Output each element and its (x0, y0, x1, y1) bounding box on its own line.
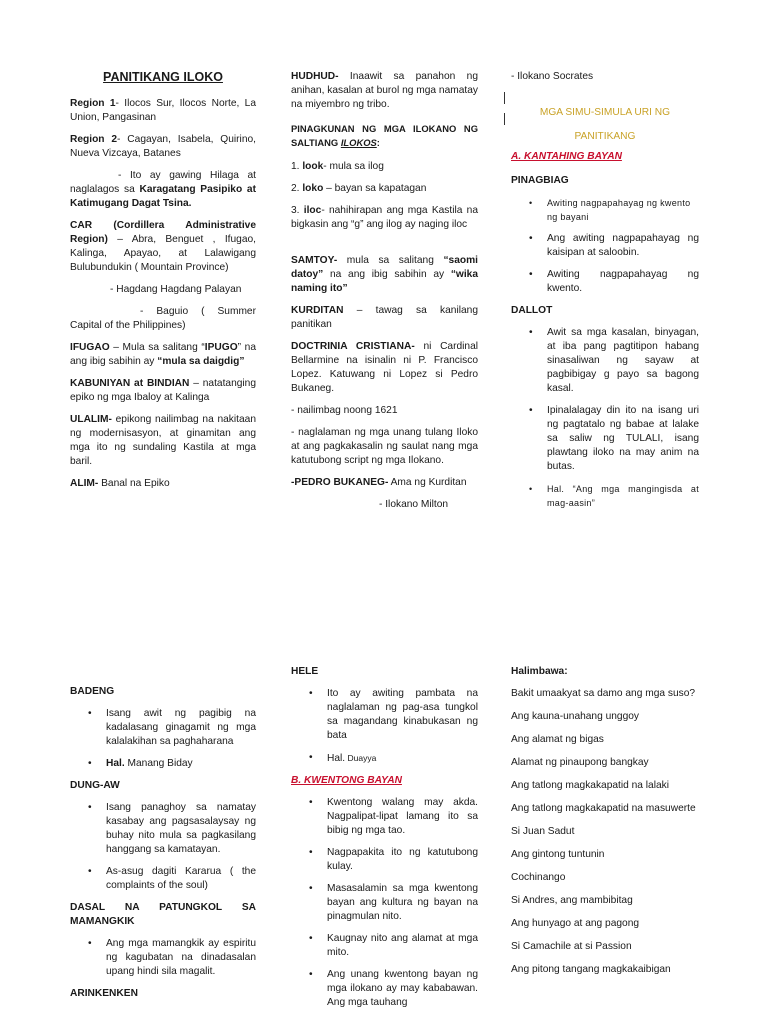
list-item: • Masasalamin sa mga kwentong bayan ang kultura ng bayan na pinagmulan nito. (291, 882, 478, 924)
dungaw-heading: DUNG-AW (70, 780, 120, 791)
list-item: • Hal. Duayya (291, 751, 478, 766)
dallot-list (511, 326, 699, 510)
list-item: Ang tatlong magkakapatid na lalaki (511, 780, 670, 791)
pinagkunan-heading: PINAGKUNAN NG MGA ILOKANO NG SALTIANG ILOKOS: (291, 123, 478, 148)
list-item: • Ipinalalagay din ito na isang uri ng pagtatalo ng babae at lalake sa saliw ng TULALI, isang plawtang iloko na may anim na butas. (511, 404, 699, 474)
list-item: Ang gintong tuntunin (511, 849, 605, 860)
milton-line: - Ilokano Milton (379, 499, 449, 510)
pinagbiag-heading: PINAGBIAG (511, 175, 569, 186)
kurditan-paragraph: KURDITAN – tawag sa kanilang panitikan (291, 305, 478, 330)
ulalim-paragraph: ULALIM- epikong nailimbag na nakitaan ng modernisasyon, at ginamitan ang mga ito ng sundaling Kastila at mga baril. (70, 414, 256, 467)
kwentong-bayan-list (291, 796, 478, 1010)
list-item: • Kwentong walang may akda. Nagpalipat-lipat lamang ito sa bibig ng mga tao. (291, 796, 478, 838)
pedro-line: -PEDRO BUKANEG- Ama ng Kurditan (291, 477, 467, 488)
list-item: • Kaugnay nito ang alamat at mga mito. (291, 932, 478, 960)
badeng-heading: BADENG (70, 686, 115, 697)
arinkenken-heading: ARINKENKEN (70, 988, 138, 999)
halimbawa-heading: Halimbawa: (511, 666, 568, 677)
doctrinia-paragraph: DOCTRINIA CRISTIANA- ni Cardinal Bellarmine na isinalin ni P. Francisco Lopez. Katuwang ni Lopez si Pedro Bukaneg. (291, 341, 479, 394)
list-item: Ang alamat ng bigas (511, 734, 604, 745)
origin-item-3: 3. iloc- nahihirapan ang mga Kastila na bigkasin ang “g” ang ilog ay naging iloc (291, 205, 478, 230)
car-paragraph: CAR (Cordillera Administrative Region) – Abra, Benguet , Ifugao, Kalinga, Apayao, at Lalawigang Bulubundukin ( Mountain Province) (70, 220, 256, 273)
page-title: PANITIKANG ILOKO (103, 70, 223, 84)
list-item: Bakit umaakyat sa damo ang mga suso? (511, 688, 696, 699)
list-item: Si Camachile at si Passion (511, 941, 632, 952)
kabuniyan-paragraph: KABUNIYAN at BINDIAN – natatanging epiko ng mga Ibaloy at Kalinga (70, 378, 256, 403)
simula-heading-1: MGA SIMU-SIMULA URI NG (539, 107, 671, 118)
column-5 (291, 665, 478, 1010)
list-item: • Hal. Manang Biday (70, 757, 256, 771)
hagdang-line: - Hagdang Hagdang Palayan (110, 284, 242, 295)
text-cursor-bar (504, 92, 505, 104)
pinagbiag-list (511, 196, 699, 296)
origin-item-1: 1. look- mula sa ilog (291, 161, 384, 172)
list-item: Si Juan Sadut (511, 826, 575, 837)
samtoy-paragraph: SAMTOY- mula sa salitang “saomi datoy” na ang ibig sabihin ay “wika naming ito” (291, 255, 478, 294)
list-item: • Awiting nagpapahayag ng kwento ng bayani (511, 196, 699, 224)
column-1 (70, 70, 256, 491)
list-item: Ang hunyago at ang pagong (511, 918, 640, 929)
socrates-line: - Ilokano Socrates (511, 71, 594, 82)
dasal-heading: DASAL NA PATUNGKOL SA MAMANGKIK (70, 902, 256, 927)
hele-list (291, 687, 478, 766)
list-item: • Nagpapakita ito ng katutubong kulay. (291, 846, 478, 874)
list-item: • Ito ay awiting pambata na naglalaman ng pag-asa tungkol sa magandang kinabukasan ng bata (291, 687, 478, 743)
origin-item-2: 2. loko – bayan sa kapatagan (291, 183, 427, 194)
list-item: Ang kauna-unahang unggoy (511, 711, 640, 722)
column-3 (511, 70, 699, 510)
list-item: • As-asug dagiti Kararua ( the complaints of the soul) (70, 865, 256, 893)
list-item: • Awiting nagpapahayag ng kwento. (511, 268, 699, 296)
list-item: • Isang panaghoy sa namatay kasabay ang pagsasalaysay ng buhay nito mula sa pagkasilang hanggang sa kamatayan. (70, 801, 256, 857)
list-item: Ang tatlong magkakapatid na masuwerte (511, 803, 696, 814)
baguio-line: - Baguio ( Summer Capital of the Philippines) (70, 306, 256, 331)
badeng-list (70, 707, 256, 771)
list-item: • Hal. “Ang mga mangingisda at mag-aasin” (511, 482, 699, 510)
alim-paragraph: ALIM- Banal na Epiko (70, 478, 170, 489)
dungaw-list (70, 801, 256, 893)
list-item: • Ang mga mamangkik ay espiritu ng kagubatan na dinadasalan upang hindi sila magalit. (70, 937, 256, 979)
dallot-heading: DALLOT (511, 305, 553, 316)
list-item: Alamat ng pinaupong bangkay (511, 757, 649, 768)
kantahing-bayan-heading: A. KANTAHING BAYAN (511, 151, 622, 162)
hudhud-paragraph: HUDHUD- Inaawit sa panahon ng anihan, kasalan at burol ng mga namatay na miyembro ng tribo. (291, 71, 478, 110)
hilaga-paragraph: - Ito ay gawing Hilaga at naglalagos sa Karagatang Pasipiko at Katimugang Dagat Tsina. (70, 170, 256, 209)
nailimbag-line: - nailimbag noong 1621 (291, 405, 398, 416)
column-2 (291, 70, 478, 512)
simula-heading-2: PANITIKANG (574, 131, 636, 142)
kwentong-bayan-heading: B. KWENTONG BAYAN (291, 775, 402, 786)
column-4 (70, 685, 256, 1001)
list-item: Si Andres, ang mambibitag (511, 895, 633, 906)
list-item: Ang pitong tangang magkakaibigan (511, 964, 671, 975)
dasal-list (70, 937, 256, 979)
column-6 (511, 665, 699, 977)
region-2: Region 2- Cagayan, Isabela, Quirino, Nueva Vizcaya, Batanes (70, 134, 256, 159)
ifugao-paragraph: IFUGAO – Mula sa salitang “IPUGO” na ang ibig sabihin ay “mula sa daigdig” (70, 342, 256, 367)
hele-heading: HELE (291, 666, 319, 677)
list-item: • Awit sa mga kasalan, binyagan, at iba pang pagtitipon habang sinasaliwan ng sayaw at pagbibigay g payo sa bagong kasal. (511, 326, 699, 396)
list-item: • Isang awit ng pagibig na kadalasang ginagamit ng mga kalalakihan sa paghaharana (70, 707, 256, 749)
list-item: • Ang unang kwentong bayan ng mga ilokano ay may kababawan. Ang mga tauhang (291, 968, 478, 1010)
naglalaman-paragraph: - naglalaman ng mga unang tulang Iloko at ang pagkakasalin ng saulat nang mga katutubong script ng mga Ilokano. (291, 427, 478, 466)
region-1: Region 1- Ilocos Sur, Ilocos Norte, La Union, Pangasinan (70, 98, 256, 123)
list-item: Cochinango (511, 872, 566, 883)
text-cursor-bar (504, 113, 505, 125)
list-item: • Ang awiting nagpapahayag ng kaisipan at saloobin. (511, 232, 699, 260)
